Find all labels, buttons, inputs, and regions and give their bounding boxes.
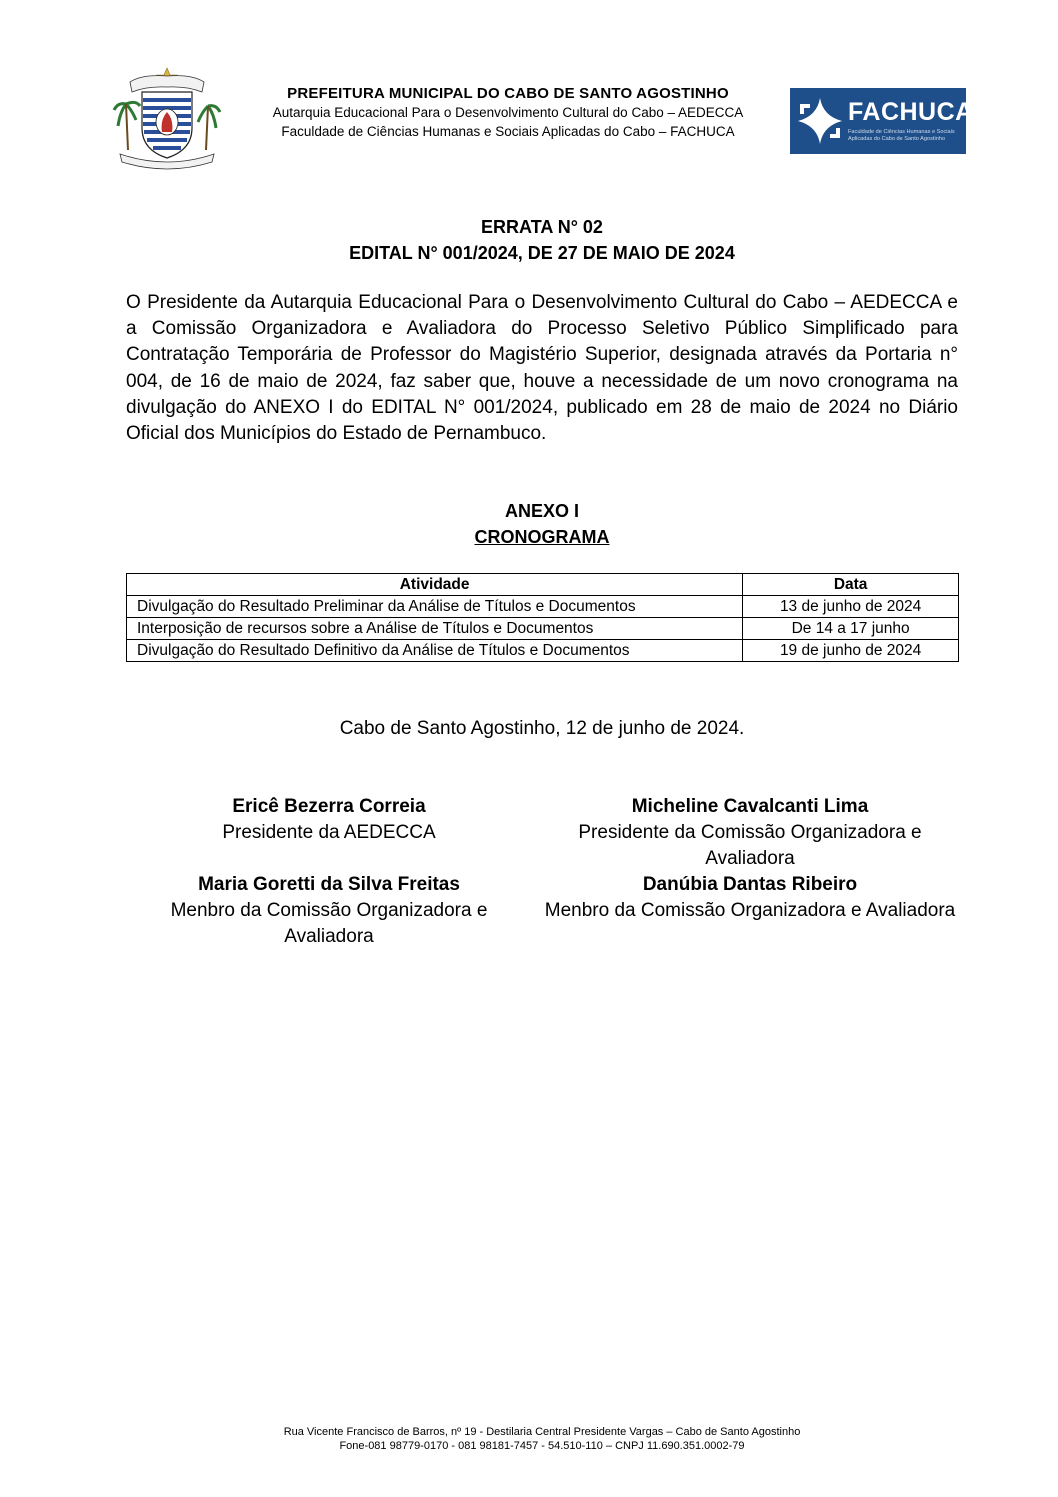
errata-number: ERRATA N° 02 [481, 217, 603, 237]
signatory-role: Menbro da Comissão Organizadora e Avaliadora [544, 900, 956, 921]
body-paragraph: O Presidente da Autarquia Educacional Para o Desenvolvimento Cultural do Cabo – AEDECCA e a Comissão Organizadora e Avaliadora do Processo Seletivo Público Simplificado para Contratação Temporária de Professor do Magistério Superior, designada através da Portaria n° 004, de 16 de maio de 2024, faz saber que, houve a necessidade de um novo cronograma na divulgação do ANEXO I do EDITAL N° 001/2024, publicado em 28 de maio de 2024 no Diário Oficial dos Municípios do Estado de Pernambuco. [126, 292, 958, 445]
fachuca-star-icon [796, 96, 844, 146]
municipal-coat-of-arms-icon [112, 66, 222, 170]
column-header-activity: Atividade [127, 574, 743, 596]
signatory-name: Micheline Cavalcanti Lima [631, 796, 869, 817]
footer-contacts: Fone-081 98779-0170 - 081 98181-7457 - 54.510-110 – CNPJ 11.690.351.0002-79 [339, 1440, 745, 1452]
signature-block [540, 794, 960, 872]
header-municipality: PREFEITURA MUNICIPAL DO CABO DE SANTO AGOSTINHO [287, 85, 729, 102]
document-title [126, 214, 958, 266]
annex-title: ANEXO I [504, 501, 579, 521]
fachuca-brand: FACHUCA [848, 98, 974, 126]
date-cell: 13 de junho de 2024 [743, 596, 959, 618]
header-faculty: Faculdade de Ciências Humanas e Sociais Aplicadas do Cabo – FACHUCA [281, 124, 735, 139]
annex-heading [126, 498, 958, 550]
table-row [127, 618, 959, 640]
schedule-table [126, 573, 959, 662]
institution-header [232, 84, 784, 141]
signatory-role: Presidente da AEDECCA [222, 822, 436, 843]
edital-reference: EDITAL N° 001/2024, DE 27 DE MAIO DE 2024 [349, 243, 735, 263]
date-cell: 19 de junho de 2024 [743, 640, 959, 662]
signatory-role: Menbro da Comissão Organizadora e Avaliadora [170, 900, 488, 947]
place-date: Cabo de Santo Agostinho, 12 de junho de 2024. [339, 718, 745, 739]
footer-address: Rua Vicente Francisco de Barros, nº 19 - Destilaria Central Presidente Vargas – Cabo de Santo Agostinho [283, 1426, 801, 1438]
signatory-name: Danúbia Dantas Ribeiro [642, 874, 858, 895]
header-autarchy: Autarquia Educacional Para o Desenvolvimento Cultural do Cabo – AEDECCA [272, 105, 744, 120]
table-header-row [127, 574, 959, 596]
fachuca-tagline: Faculdade de Ciências Humanas e Sociais Aplicadas do Cabo de Santo Agostinho [848, 129, 955, 142]
signature-block [126, 872, 532, 950]
signatory-name: Maria Goretti da Silva Freitas [198, 874, 460, 895]
activity-cell: Interposição de recursos sobre a Análise de Títulos e Documentos [127, 618, 743, 640]
signatory-role: Presidente da Comissão Organizadora e Avaliadora [578, 822, 922, 869]
table-row [127, 596, 959, 618]
page-footer [126, 1425, 958, 1453]
column-header-date: Data [743, 574, 959, 596]
activity-cell: Divulgação do Resultado Preliminar da Análise de Títulos e Documentos [127, 596, 743, 618]
table-row [127, 640, 959, 662]
signature-block [126, 794, 532, 846]
date-cell: De 14 a 17 junho [743, 618, 959, 640]
annex-subtitle: CRONOGRAMA [474, 527, 610, 547]
signature-block [540, 872, 960, 924]
activity-cell: Divulgação do Resultado Definitivo da Análise de Títulos e Documentos [127, 640, 743, 662]
fachuca-logo [790, 88, 974, 154]
signatory-name: Ericê Bezerra Correia [232, 796, 426, 817]
